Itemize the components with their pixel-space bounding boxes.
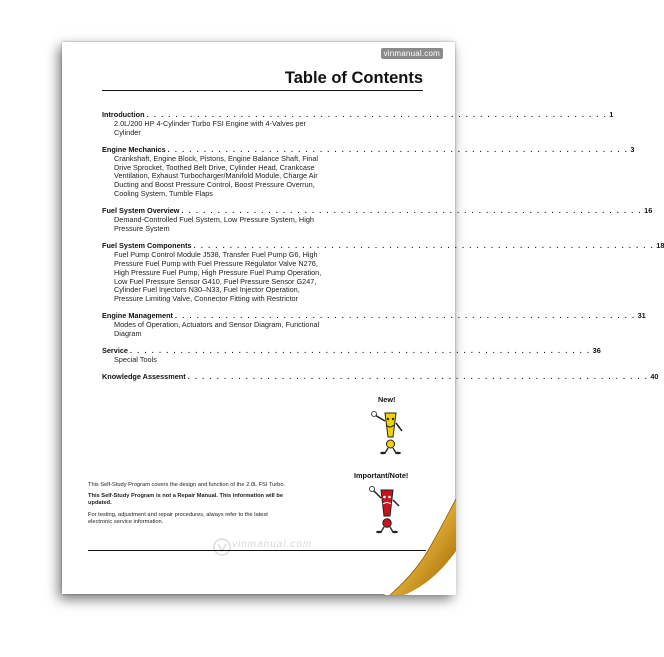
toc-leader-dots: . . . . . . . . . . . . . . . . . . . . . . . . . . . . . . . . . . . . . . . . . . . . . . . . . . . . . . . . . . . . . . . . [146, 110, 608, 119]
new-label: New! [378, 395, 396, 404]
page-curl-graphic [384, 499, 456, 595]
title-divider [102, 90, 423, 91]
toc-entry-title: Service [102, 345, 128, 355]
toc-entry-description: Demand-Controlled Fuel System, Low Pressure System, High Pressure System [114, 215, 314, 233]
toc-entry-description: Special Tools [114, 354, 157, 364]
faint-watermark-text: vinmanual.com [232, 539, 313, 550]
toc-leader-dots: . . . . . . . . . . . . . . . . . . . . . . . . . . . . . . . . . . . . . . . . . . . . . . . . . . . . . . . . . . . . . . . . [167, 144, 629, 154]
toc-entry-page: 40 [650, 371, 659, 381]
toc-entry [102, 345, 601, 365]
toc-leader-dots: . . . . . . . . . . . . . . . . . . . . . . . . . . . . . . . . . . . . . . . . . . . . . . . . . . . . . . . . . . . . . . . . [181, 206, 643, 216]
toc-entry-page: 3 [630, 144, 635, 154]
footer-notes [88, 482, 293, 530]
toc-entry-title: Fuel System Overview [102, 206, 180, 216]
toc-entry [102, 371, 659, 382]
toc-entry [102, 206, 653, 234]
page-title: Table of Contents [284, 69, 423, 87]
footer-coverage-note: This Self-Study Program covers the design and function of the 2.0L FSI Turbo. [88, 482, 286, 488]
bottom-divider [88, 550, 427, 551]
toc-entry-heading [102, 371, 659, 382]
toc-entry [102, 311, 646, 339]
toc-entry [102, 240, 664, 304]
toc-entry-title: Engine Management [102, 311, 173, 321]
toc-leader-dots: . . . . . . . . . . . . . . . . . . . . . . . . . . . . . . . . . . . . . . . . . . . . . . . . . . . . . . . . . . . . . . . . [193, 240, 655, 250]
toc-entry-title: Knowledge Assessment [102, 371, 186, 381]
toc-entry-page: 31 [637, 311, 646, 321]
toc-entry-description: Fuel Pump Control Module J538, Transfer Fuel Pump G6, High Pressure Fuel Pump with Fuel Pressure Regulator Valve N276, High Pressure Fuel Pump, High Pressure Fuel Pump Operation, Low Fuel Pressure Sensor G410, Fuel Pressure Sensor G247, Cylinder Fuel Injectors N30–N33, Fuel Injector Operation, Pressure Limiting Valve, Connector Fitting with Restrictor [114, 249, 322, 304]
toc-entry-page: 36 [592, 345, 601, 355]
site-watermark: vinmanual.com [381, 48, 443, 59]
toc-entry-title: Fuel System Components [102, 240, 192, 250]
toc-entry [102, 110, 614, 138]
toc-entry-page: 16 [644, 206, 653, 216]
toc-entry-description: Crankshaft, Engine Block, Pistons, Engine Balance Shaft, Final Drive Sprocket, Toothed Belt Drive, Cylinder Head, Crankcase Ventilation, Exhaust Turbocharger/Manifold Module, Charge Air Ducting and Boost Pressure Control, Boost Pressure Overrun, Cooling System, Tumble Flaps [114, 153, 319, 199]
toc-entry-page: 1 [609, 110, 614, 119]
footer-service-note: For testing, adjustment and repair procedures, always refer to the latest electronic service information. [88, 511, 268, 525]
watermark-logo-icon [212, 537, 232, 557]
toc-entry-page: 18 [656, 240, 664, 250]
important-note-label: Important/Note! [354, 471, 409, 480]
toc-leader-dots: . . . . . . . . . . . . . . . . . . . . . . . . . . . . . . . . . . . . . . . . . . . . . . . . . . . . . . . . . . . . . . . . [129, 345, 591, 355]
new-exclamation-icon [369, 407, 409, 455]
document-page [62, 42, 664, 594]
footer-repair-warning: This Self-Study Program is not a Repair Manual. This information will be updated. [88, 493, 283, 507]
toc-entry [102, 144, 635, 199]
toc-entry-description: 2.0L/200 HP 4-Cylinder Turbo FSI Engine with 4-Valves per Cylinder [114, 118, 306, 137]
toc-list [102, 110, 664, 390]
toc-leader-dots: . . . . . . . . . . . . . . . . . . . . . . . . . . . . . . . . . . . . . . . . . . . . . . . . . . . . . . . . . . . . . . . . [174, 311, 636, 321]
toc-leader-dots: . . . . . . . . . . . . . . . . . . . . . . . . . . . . . . . . . . . . . . . . . . . . . . . . . . . . . . . . . . . . . . . . [187, 371, 649, 381]
toc-entry-title: Introduction [102, 110, 145, 119]
toc-entry-description: Modes of Operation, Actuators and Sensor Diagram, Functional Diagram [114, 320, 320, 339]
toc-entry-title: Engine Mechanics [102, 144, 166, 154]
